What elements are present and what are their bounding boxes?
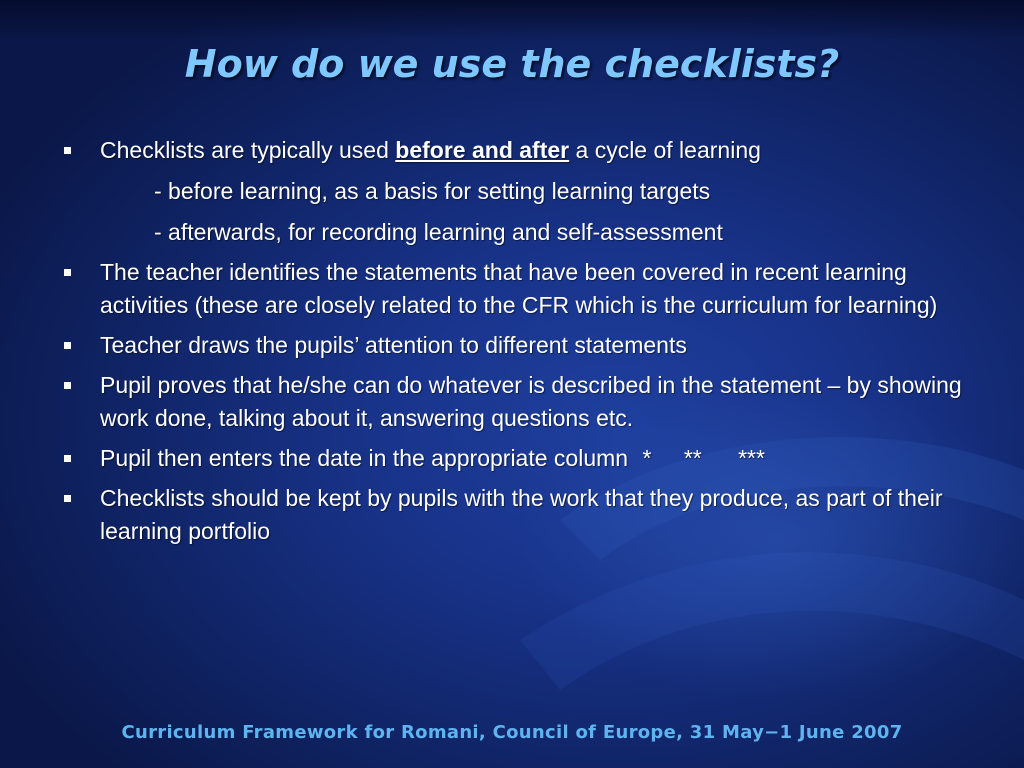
bullet-item — [62, 442, 982, 475]
square-bullet-icon — [64, 269, 71, 276]
square-bullet-icon — [64, 342, 71, 349]
bullet-text-pre: Checklists are typically used — [100, 137, 396, 163]
square-bullet-icon — [64, 147, 71, 154]
bullet-emphasis: before and after — [395, 137, 570, 163]
star-rating-3: *** — [738, 445, 765, 471]
bullet-text-post: a cycle of learning — [569, 137, 761, 163]
square-bullet-icon — [64, 382, 71, 389]
bullet-text: Teacher draws the pupils’ attention to different statements — [100, 332, 687, 358]
bullet-item — [62, 134, 982, 167]
bullet-text: The teacher identifies the statements that have been covered in recent learning activities (these are closely related to the CFR which is the curriculum for learning) — [100, 259, 938, 318]
bullet-text: Checklists should be kept by pupils with the work that they produce, as part of their learning portfolio — [100, 485, 943, 544]
square-bullet-icon — [64, 455, 71, 462]
footer-text: Curriculum Framework for Romani, Council of Europe, 31 May−1 June 2007 — [121, 722, 903, 743]
bullet-item — [62, 482, 982, 548]
sub-item: - afterwards, for recording learning and self-assessment — [154, 219, 723, 245]
square-bullet-icon — [64, 495, 71, 502]
star-rating-1: * — [642, 445, 652, 471]
bullet-item — [62, 256, 982, 322]
bullet-list — [62, 134, 982, 555]
bullet-item — [62, 329, 982, 362]
bullet-item — [62, 369, 982, 435]
bullet-text: Pupil then enters the date in the appropriate column — [100, 445, 629, 471]
slide-title: How do we use the checklists? — [184, 42, 840, 86]
star-rating-2: ** — [683, 445, 702, 471]
sub-item: - before learning, as a basis for setting learning targets — [154, 178, 711, 204]
bullet-text: Pupil proves that he/she can do whatever is described in the statement – by showing work done, talking about it, answering questions etc. — [100, 372, 962, 431]
